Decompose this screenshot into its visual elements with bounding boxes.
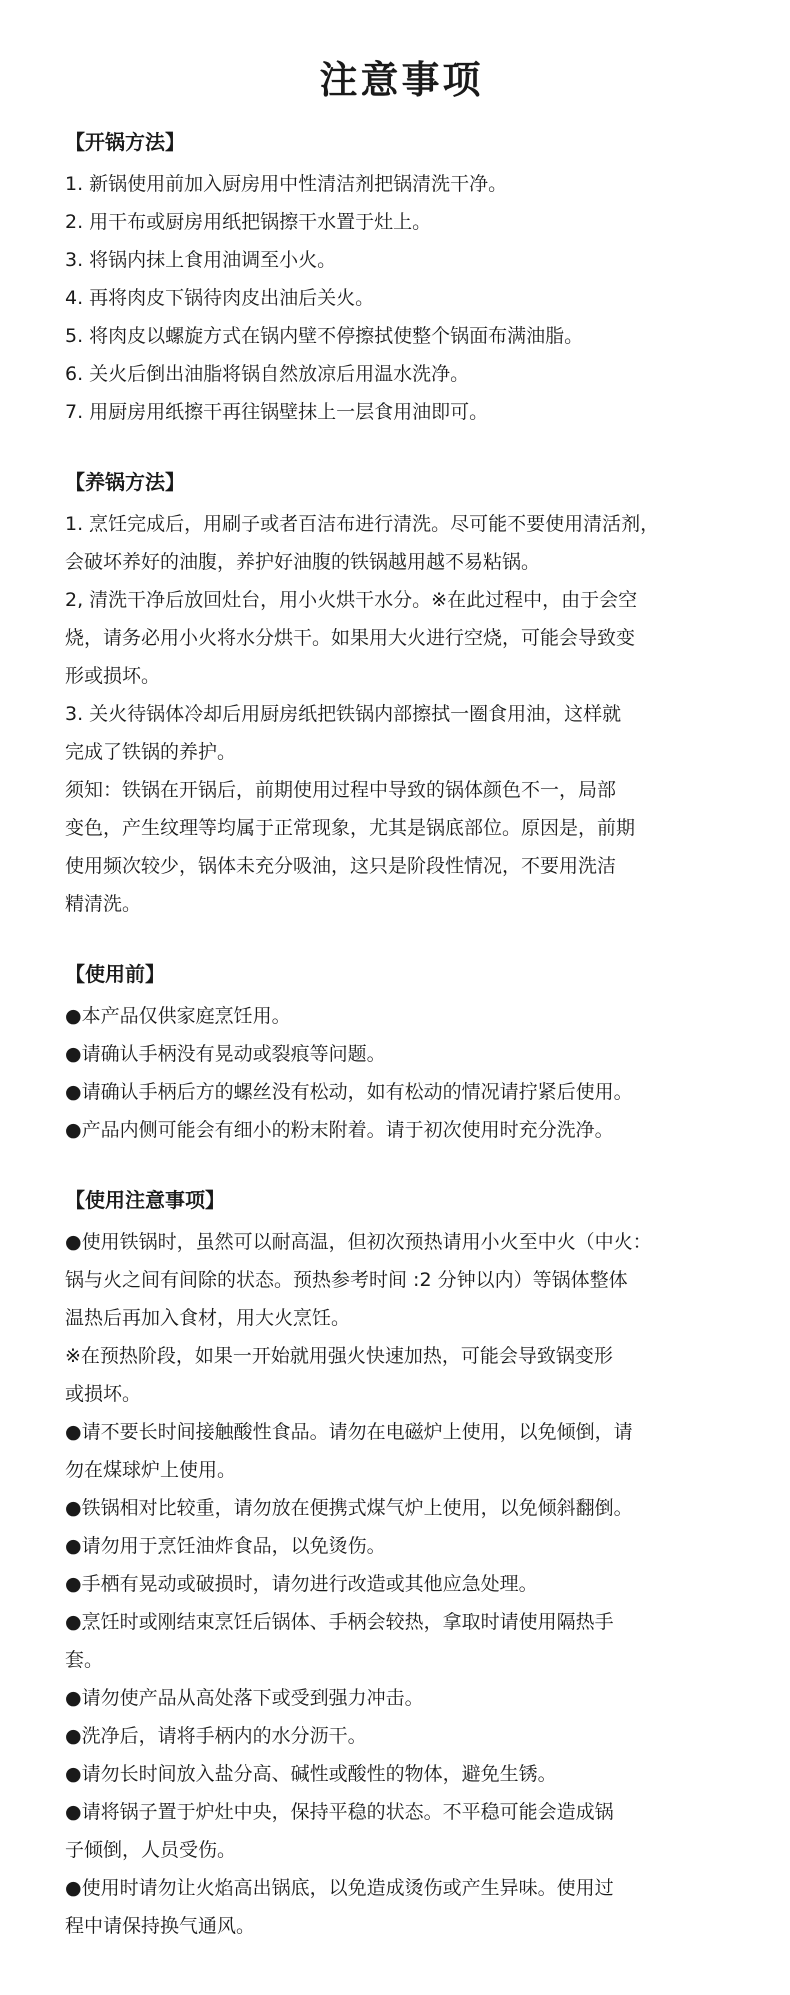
text-line: ●洗净后，请将手柄内的水分沥干。 <box>65 1725 367 1747</box>
section-heading: 【开锅方法】 <box>65 130 185 154</box>
text-line: ●请勿使产品从高处落下或受到强力冲击。 <box>65 1687 424 1709</box>
text-line: 6. 关火后倒出油脂将锅自然放凉后用温水洗净。 <box>65 363 470 385</box>
text-line: 精清洗。 <box>65 893 142 915</box>
text-line: 子倾倒，人员受伤。 <box>65 1839 237 1861</box>
text-line: ●本产品仅供家庭烹饪用。 <box>65 1005 291 1027</box>
text-line: ●产品内侧可能会有细小的粉末附着。请于初次使用时充分洗净。 <box>65 1119 614 1141</box>
section-before-use <box>65 959 738 1149</box>
text-line: 1. 新锅使用前加入厨房用中性清洁剂把锅清洗干净。 <box>65 173 508 195</box>
text-line: 3. 将锅内抹上食用油调至小火。 <box>65 249 337 271</box>
text-line: 2, 清洗干净后放回灶台，用小火烘干水分。※在此过程中，由于会空 <box>65 589 638 611</box>
text-line: ●铁锅相对比较重，请勿放在便携式煤气炉上使用，以免倾斜翻倒。 <box>65 1497 633 1519</box>
text-line: 程中请保持换气通风。 <box>65 1915 256 1937</box>
section-opening-method <box>65 127 738 431</box>
text-line: 变色，产生纹理等均属于正常现象，尤其是锅底部位。原因是，前期 <box>65 817 636 839</box>
text-line: 会破坏养好的油腹，养护好油腹的铁锅越用越不易粘锅。 <box>65 551 541 573</box>
section-maintenance-method <box>65 467 738 923</box>
text-line: 套。 <box>65 1649 104 1671</box>
section-heading: 【使用注意事项】 <box>65 1188 225 1212</box>
text-line: 须知：铁锅在开锅后，前期使用过程中导致的锅体颜色不一，局部 <box>65 779 617 801</box>
text-line: ●手栖有晃动或破损时，请勿进行改造或其他应急处理。 <box>65 1573 538 1595</box>
text-line: ●请勿用于烹饪油炸食品，以免烫伤。 <box>65 1535 386 1557</box>
text-line: 1. 烹饪完成后，用刷子或者百洁布进行清洗。尽可能不要使用清活剂， <box>65 513 660 535</box>
text-line: 5. 将肉皮以螺旋方式在锅内壁不停擦拭使整个锅面布满油脂。 <box>65 325 584 347</box>
text-line: ●使用时请勿让火焰高出锅底，以免造成烫伤或产生异味。使用过 <box>65 1877 614 1899</box>
text-line: 3. 关火待锅体冷却后用厨房纸把铁锅内部擦拭一圈食用油，这样就 <box>65 703 622 725</box>
text-line: 形或损坏。 <box>65 665 161 687</box>
text-line: ●请将锅子置于炉灶中央，保持平稳的状态。不平稳可能会造成锅 <box>65 1801 614 1823</box>
text-line: 烧，请务必用小火将水分烘干。如果用大火进行空烧，可能会导致变 <box>65 627 636 649</box>
text-line: ●请不要长时间接触酸性食品。请勿在电磁炉上使用，以免倾倒，请 <box>65 1421 633 1443</box>
text-line: ●请勿长时间放入盐分高、碱性或酸性的物体，避免生锈。 <box>65 1763 557 1785</box>
text-line: 勿在煤球炉上使用。 <box>65 1459 237 1481</box>
text-line: 完成了铁锅的养护。 <box>65 741 237 763</box>
section-usage-precautions <box>65 1185 738 1945</box>
text-line: 或损坏。 <box>65 1383 142 1405</box>
text-line: ※在预热阶段，如果一开始就用强火快速加热，可能会导致锅变形 <box>65 1345 613 1367</box>
text-line: ●烹饪时或刚结束烹饪后锅体、手柄会较热，拿取时请使用隔热手 <box>65 1611 614 1633</box>
section-heading: 【养锅方法】 <box>65 470 185 494</box>
text-line: 2. 用干布或厨房用纸把锅擦干水置于灶上。 <box>65 211 432 233</box>
text-line: ●使用铁锅时，虽然可以耐高温，但初次预热请用小火至中火（中火： <box>65 1231 652 1253</box>
sections-container <box>65 127 738 1945</box>
page-title: 注意事项 <box>319 58 484 102</box>
text-line: 7. 用厨房用纸擦干再往锅壁抹上一层食用油即可。 <box>65 401 489 423</box>
section-heading: 【使用前】 <box>65 962 165 986</box>
text-line: 使用频次较少，锅体未充分吸油，这只是阶段性情况，不要用洗洁 <box>65 855 617 877</box>
text-line: 温热后再加入食材，用大火烹饪。 <box>65 1307 351 1329</box>
text-line: ●请确认手柄后方的螺丝没有松动，如有松动的情况请拧紧后使用。 <box>65 1081 633 1103</box>
text-line: 锅与火之间有间除的状态。预热参考时间 :2 分钟以内）等锅体整体 <box>65 1269 628 1291</box>
text-line: 4. 再将肉皮下锅待肉皮出油后关火。 <box>65 287 375 309</box>
text-line: ●请确认手柄没有晃动或裂痕等问题。 <box>65 1043 386 1065</box>
